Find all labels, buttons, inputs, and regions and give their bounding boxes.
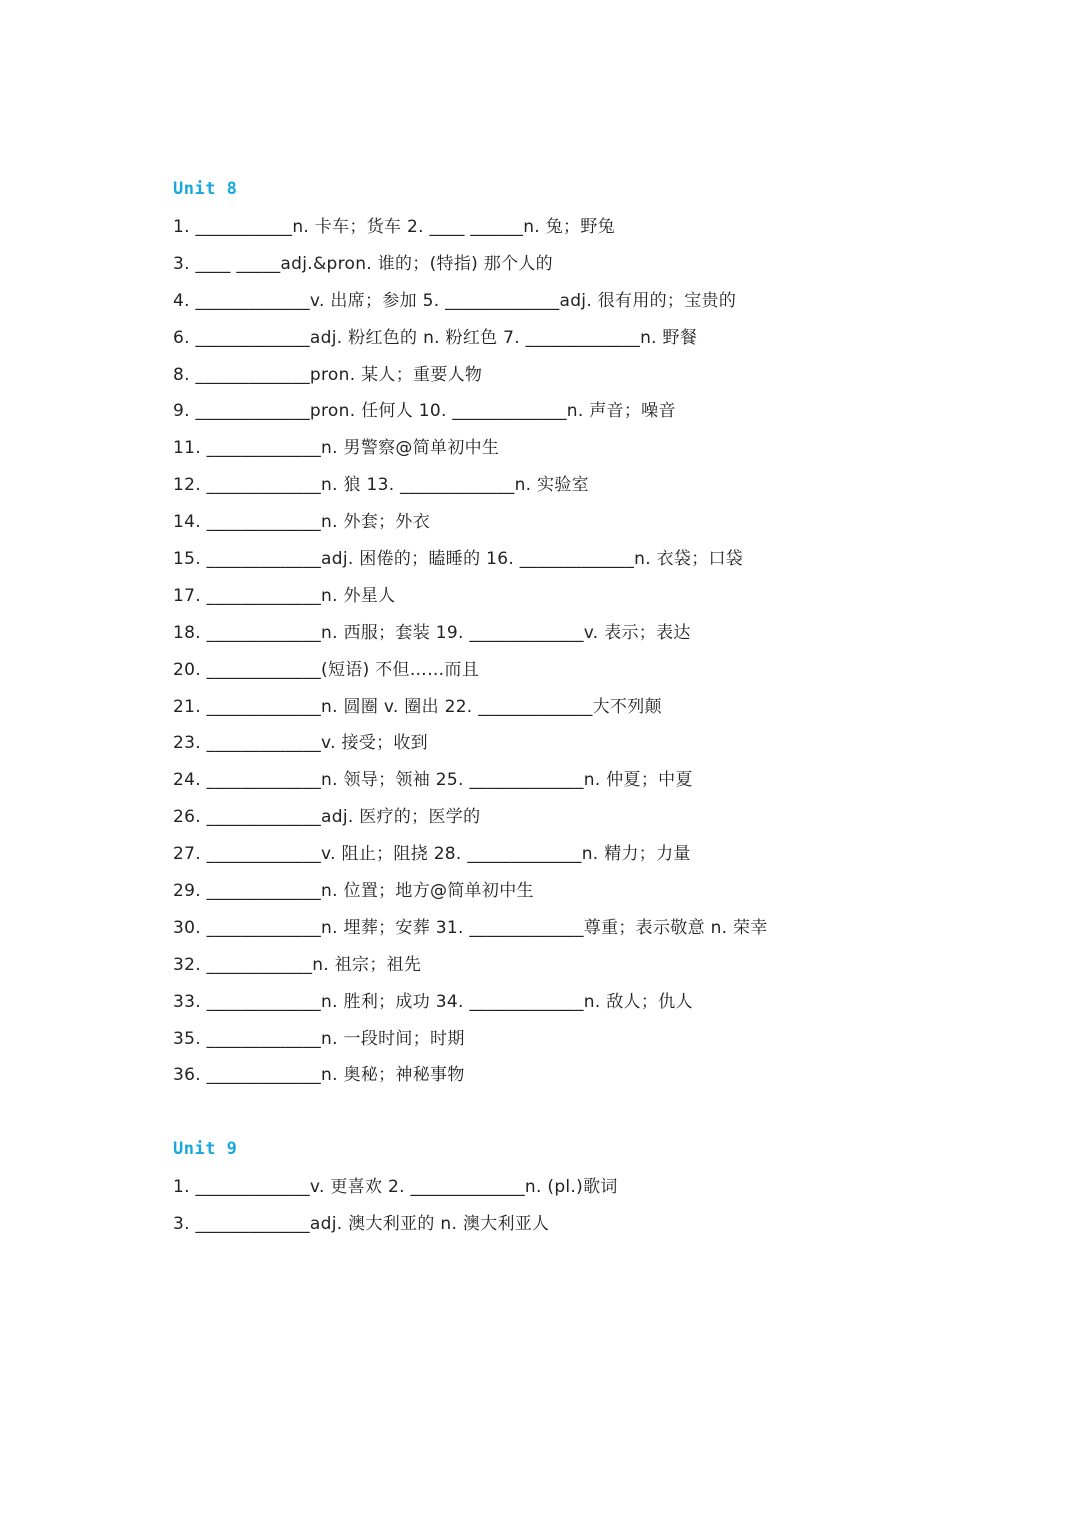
vocabulary-line: 26. _____________adj. 医疗的；医学的 bbox=[173, 807, 481, 828]
unit-8-vocabulary-list bbox=[173, 214, 768, 1099]
vocabulary-line: 4. _____________v. 出席；参加 5. _____________adj. 很有用的；宝贵的 bbox=[173, 290, 737, 311]
unit-9-vocabulary-list bbox=[173, 1174, 618, 1248]
vocabulary-line: 36. _____________n. 奥秘；神秘事物 bbox=[173, 1065, 465, 1086]
vocabulary-line: 3. _____________adj. 澳大利亚的 n. 澳大利亚人 bbox=[173, 1213, 550, 1234]
unit-9-title: Unit 9 bbox=[173, 1139, 238, 1159]
vocabulary-line: 12. _____________n. 狼 13. _____________n. 实验室 bbox=[173, 475, 589, 496]
vocabulary-line: 23. _____________v. 接受；收到 bbox=[173, 733, 428, 754]
vocabulary-line: 18. _____________n. 西服；套装 19. _____________v. 表示；表达 bbox=[173, 622, 691, 643]
vocabulary-line: 6. _____________adj. 粉红色的 n. 粉红色 7. _____________n. 野餐 bbox=[173, 327, 698, 348]
vocabulary-line: 14. _____________n. 外套；外衣 bbox=[173, 512, 431, 533]
vocabulary-line: 20. _____________(短语) 不但……而且 bbox=[173, 659, 480, 680]
vocabulary-line: 15. _____________adj. 困倦的；瞌睡的 16. _____________n. 衣袋；口袋 bbox=[173, 549, 744, 570]
vocabulary-line: 1. ___________n. 卡车；货车 2. ____ ______n. 兔；野兔 bbox=[173, 217, 615, 237]
vocabulary-line: 9. _____________pron. 任何人 10. _____________n. 声音；噪音 bbox=[173, 401, 676, 422]
vocabulary-line: 35. _____________n. 一段时间；时期 bbox=[173, 1028, 465, 1049]
vocabulary-line: 21. _____________n. 圆圈 v. 圈出 22. _____________大不列颠 bbox=[173, 696, 662, 717]
unit-8-title: Unit 8 bbox=[173, 179, 238, 199]
vocabulary-line: 29. _____________n. 位置；地方@简单初中生 bbox=[173, 881, 534, 902]
vocabulary-line: 11. _____________n. 男警察@简单初中生 bbox=[173, 438, 500, 459]
vocabulary-line: 17. _____________n. 外星人 bbox=[173, 585, 396, 606]
vocabulary-line: 30. _____________n. 埋葬；安葬 31. _____________尊重；表示敬意 n. 荣幸 bbox=[173, 917, 768, 938]
vocabulary-line: 27. _____________v. 阻止；阻挠 28. _____________n. 精力；力量 bbox=[173, 844, 691, 865]
vocabulary-line: 1. _____________v. 更喜欢 2. _____________n. (pl.)歌词 bbox=[173, 1177, 618, 1197]
vocabulary-line: 8. _____________pron. 某人；重要人物 bbox=[173, 364, 483, 385]
vocabulary-line: 33. _____________n. 胜利；成功 34. _____________n. 敌人；仇人 bbox=[173, 991, 693, 1012]
vocabulary-line: 24. _____________n. 领导；领袖 25. _____________n. 仲夏；中夏 bbox=[173, 770, 693, 791]
vocabulary-line: 32. ____________n. 祖宗；祖先 bbox=[173, 954, 422, 975]
vocabulary-line: 3. ____ _____adj.&pron. 谁的；(特指) 那个人的 bbox=[173, 253, 553, 274]
